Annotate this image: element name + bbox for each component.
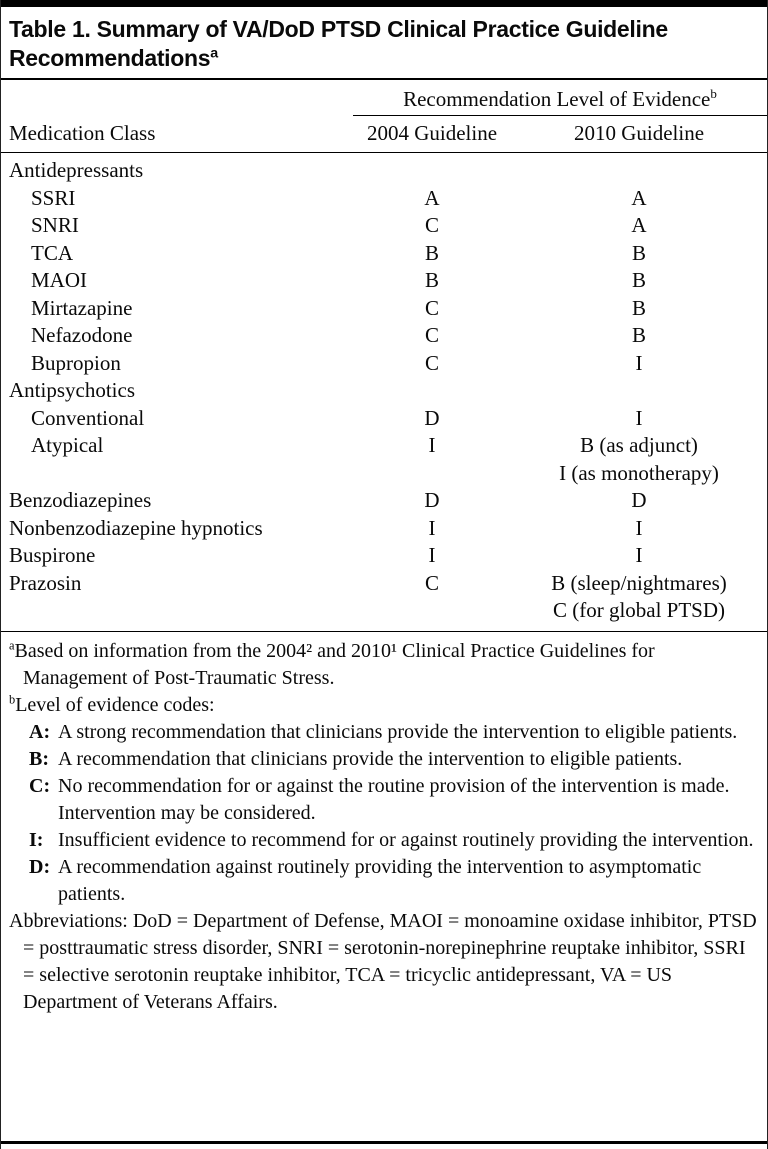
row-2004-value: C	[424, 323, 439, 347]
title-footnote-marker: a	[210, 45, 218, 62]
row-2010-value-line: I	[635, 515, 643, 540]
row-medication-label: Bupropion	[31, 350, 121, 375]
footnote-b-marker: b	[9, 691, 16, 706]
table-row	[1, 570, 767, 625]
row-2010-value	[511, 350, 767, 378]
table-body	[1, 153, 767, 631]
span-header-footnote-marker: b	[710, 86, 717, 101]
evidence-code-item	[9, 719, 757, 746]
row-2010-value-line: B	[631, 295, 646, 320]
table-title-line2	[9, 44, 757, 73]
table-row	[1, 405, 767, 433]
row-2010-value-line: I	[635, 405, 643, 430]
row-medication-label: TCA	[31, 240, 73, 265]
row-medication-label: Buspirone	[9, 543, 96, 567]
row-medication-label: Mirtazapine	[31, 295, 133, 320]
row-2010-value	[511, 212, 767, 240]
footnotes	[1, 632, 767, 1016]
row-2010-value-line: A	[631, 213, 647, 237]
evidence-codes-list	[9, 719, 757, 908]
evidence-code-text: Insufficient evidence to recommend for or against routinely providing the intervention.	[58, 828, 754, 851]
row-medication-label: Conventional	[31, 405, 145, 430]
table-header	[1, 80, 767, 153]
row-2004-value: C	[424, 295, 439, 320]
row-2010-value	[511, 185, 767, 213]
table-title	[1, 7, 767, 78]
table-row	[1, 515, 767, 543]
row-2004-value: C	[424, 570, 439, 595]
table-row	[1, 267, 767, 295]
evidence-code-text: A recommendation against routinely providing the intervention to asymptomatic patients.	[58, 855, 702, 905]
evidence-code-item	[9, 746, 757, 773]
span-header-spacer	[1, 87, 353, 115]
row-medication-label: Benzodiazepines	[9, 488, 152, 512]
row-medication-label: Atypical	[31, 433, 104, 457]
row-2010-value-line: B (sleep/nightmares)	[551, 570, 727, 595]
row-medication-label: Antipsychotics	[9, 378, 135, 402]
table-row	[1, 295, 767, 323]
row-2010-value-line: B (as adjunct)	[580, 433, 698, 457]
row-2004-value	[353, 377, 511, 405]
row-medication-label: MAOI	[31, 268, 87, 292]
row-medication-label: SNRI	[31, 213, 79, 237]
table-title-line1: Table 1. Summary of VA/DoD PTSD Clinical Practice Guideline	[9, 16, 668, 42]
evidence-code-letter: C:	[29, 774, 51, 797]
row-2004-value: A	[424, 185, 440, 210]
row-medication-label: Prazosin	[9, 570, 82, 595]
row-2010-value	[511, 570, 767, 625]
footnote-b	[9, 692, 757, 719]
table-title-line2-text: Recommendations	[9, 45, 211, 71]
row-medication-label: Nefazodone	[31, 323, 133, 347]
top-rule	[1, 0, 767, 7]
footnote-a	[9, 638, 757, 692]
row-2010-value-line: I	[635, 543, 643, 567]
evidence-code-letter: A:	[29, 720, 51, 743]
row-2004-value: B	[424, 240, 439, 265]
span-header-row	[1, 80, 767, 115]
row-2010-value	[511, 432, 767, 487]
row-2004-value: D	[424, 488, 440, 512]
row-2004-value: I	[428, 515, 436, 540]
table-row	[1, 157, 767, 185]
table-row	[1, 322, 767, 350]
evidence-code-text: A strong recommendation that clinicians provide the intervention to eligible patients.	[58, 720, 738, 743]
evidence-code-item	[9, 827, 757, 854]
table-row	[1, 240, 767, 268]
span-header-text: Recommendation Level of Evidence	[403, 87, 711, 111]
row-2010-value-line: I	[635, 350, 643, 375]
abbreviations-note: Abbreviations: DoD = Department of Defense, MAOI = monoamine oxidase inhibitor, PTSD = posttraumatic stress disorder, SNRI = serotonin-norepinephrine reuptake inhibitor, SSRI = selective serotonin reuptake inhibitor, TCA = tricyclic antidepressant, VA = US Department of Veterans Affairs.	[9, 909, 757, 1013]
row-medication-label: Nonbenzodiazepine hypnotics	[9, 515, 263, 540]
row-2010-value	[511, 487, 767, 515]
span-header	[353, 87, 767, 115]
row-2004-value: B	[424, 268, 439, 292]
row-2010-value-line: B	[631, 240, 646, 265]
table-row	[1, 350, 767, 378]
row-2010-value	[511, 515, 767, 543]
table-row	[1, 487, 767, 515]
bottom-rule	[1, 1141, 767, 1144]
row-2004-value: C	[424, 350, 439, 375]
row-2010-value	[511, 322, 767, 350]
evidence-code-item	[9, 773, 757, 827]
row-2010-value	[511, 405, 767, 433]
table-row	[1, 377, 767, 405]
table-row	[1, 432, 767, 487]
row-2010-value	[511, 267, 767, 295]
evidence-code-letter: I:	[29, 828, 44, 851]
row-2004-value: I	[428, 433, 436, 457]
row-2010-value	[511, 157, 767, 185]
row-2010-value	[511, 377, 767, 405]
row-2004-value: C	[424, 213, 439, 237]
row-2010-value-line: A	[631, 185, 647, 210]
evidence-code-text: No recommendation for or against the routine provision of the intervention is made. Intervention may be considered.	[58, 774, 730, 824]
row-2004-value: D	[424, 405, 440, 430]
evidence-code-letter: B:	[29, 747, 49, 770]
footnote-a-text: Based on information from the 2004² and 2010¹ Clinical Practice Guidelines for Management of Post-Traumatic Stress.	[14, 639, 655, 689]
footnote-b-text: Level of evidence codes:	[15, 693, 215, 716]
row-2010-value	[511, 240, 767, 268]
row-2010-value-line: I (as monotherapy)	[559, 460, 719, 485]
row-2004-value	[353, 157, 511, 185]
table-row	[1, 542, 767, 570]
row-2010-value-line: C (for global PTSD)	[552, 598, 726, 622]
row-2010-value-line: B	[631, 268, 646, 292]
row-2010-value	[511, 542, 767, 570]
evidence-code-letter: D:	[29, 855, 51, 878]
row-2004-value: I	[428, 543, 436, 567]
table-row	[1, 185, 767, 213]
row-2010-value-line: B	[631, 323, 646, 347]
evidence-code-item	[9, 854, 757, 908]
column-header-row	[1, 116, 767, 152]
row-2010-value	[511, 295, 767, 323]
row-medication-label: Antidepressants	[9, 158, 144, 182]
footnote-a-marker: a	[9, 637, 15, 652]
row-2010-value-line: D	[631, 488, 647, 512]
column-header-medication-class: Medication Class	[9, 121, 156, 145]
column-header-2010-guideline: 2010 Guideline	[573, 121, 705, 145]
column-header-2004-guideline: 2004 Guideline	[366, 121, 498, 145]
evidence-code-text: A recommendation that clinicians provide the intervention to eligible patients.	[58, 747, 683, 770]
row-medication-label: SSRI	[31, 185, 76, 210]
table-row	[1, 212, 767, 240]
